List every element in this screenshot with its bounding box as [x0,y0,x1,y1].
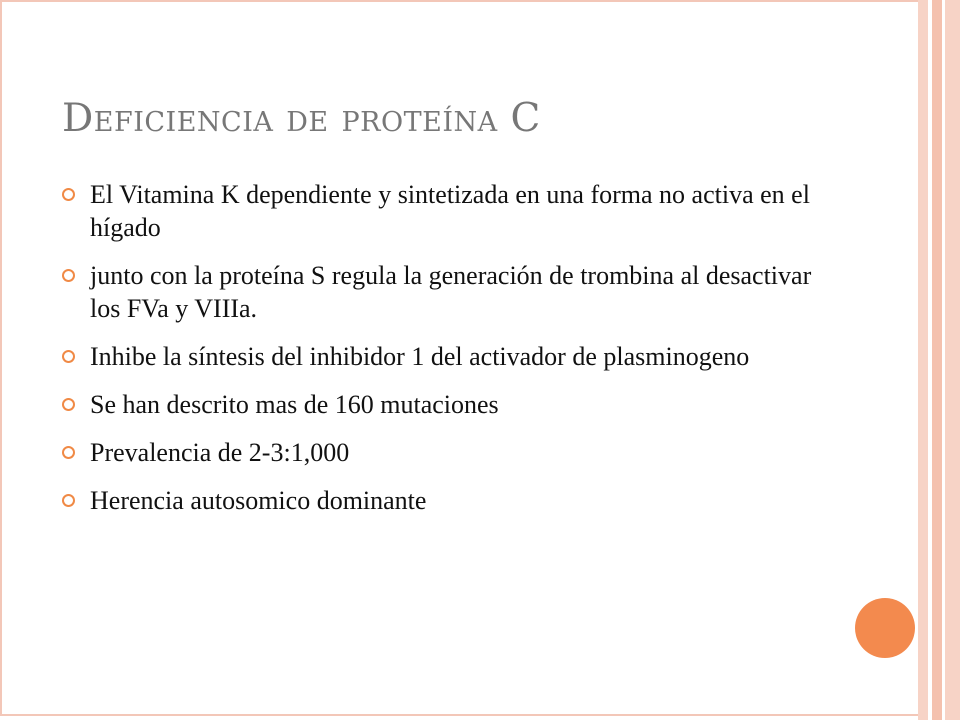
bullet-text: El Vitamina K dependiente y sintetizada en una forma no activa en el hígado [90,180,810,242]
bullet-item [62,259,822,325]
bullet-text: Se han descrito mas de 160 mutaciones [90,390,499,419]
bullet-text: Prevalencia de 2-3:1,000 [90,438,350,467]
right-decorative-band [918,0,928,720]
bullet-item [62,340,822,373]
bullet-item [62,178,822,244]
bullet-list [62,178,822,532]
slide-title: Deficiencia de proteína C [62,96,541,141]
ring-bullet-icon [62,188,75,201]
ring-bullet-icon [62,269,75,282]
bullet-text: Herencia autosomico dominante [90,486,427,515]
ring-bullet-icon [62,446,75,459]
bullet-item [62,484,822,517]
ring-bullet-icon [62,494,75,507]
orange-circle-decoration [855,598,915,658]
right-decorative-band [945,0,960,720]
right-decorative-band [932,0,942,720]
bullet-item [62,388,822,421]
bullet-text: junto con la proteína S regula la generación de trombina al desactivar los FVa y VIIIa. [90,261,812,323]
ring-bullet-icon [62,398,75,411]
bullet-text: Inhibe la síntesis del inhibidor 1 del activador de plasminogeno [90,342,750,371]
bullet-item [62,436,822,469]
ring-bullet-icon [62,350,75,363]
